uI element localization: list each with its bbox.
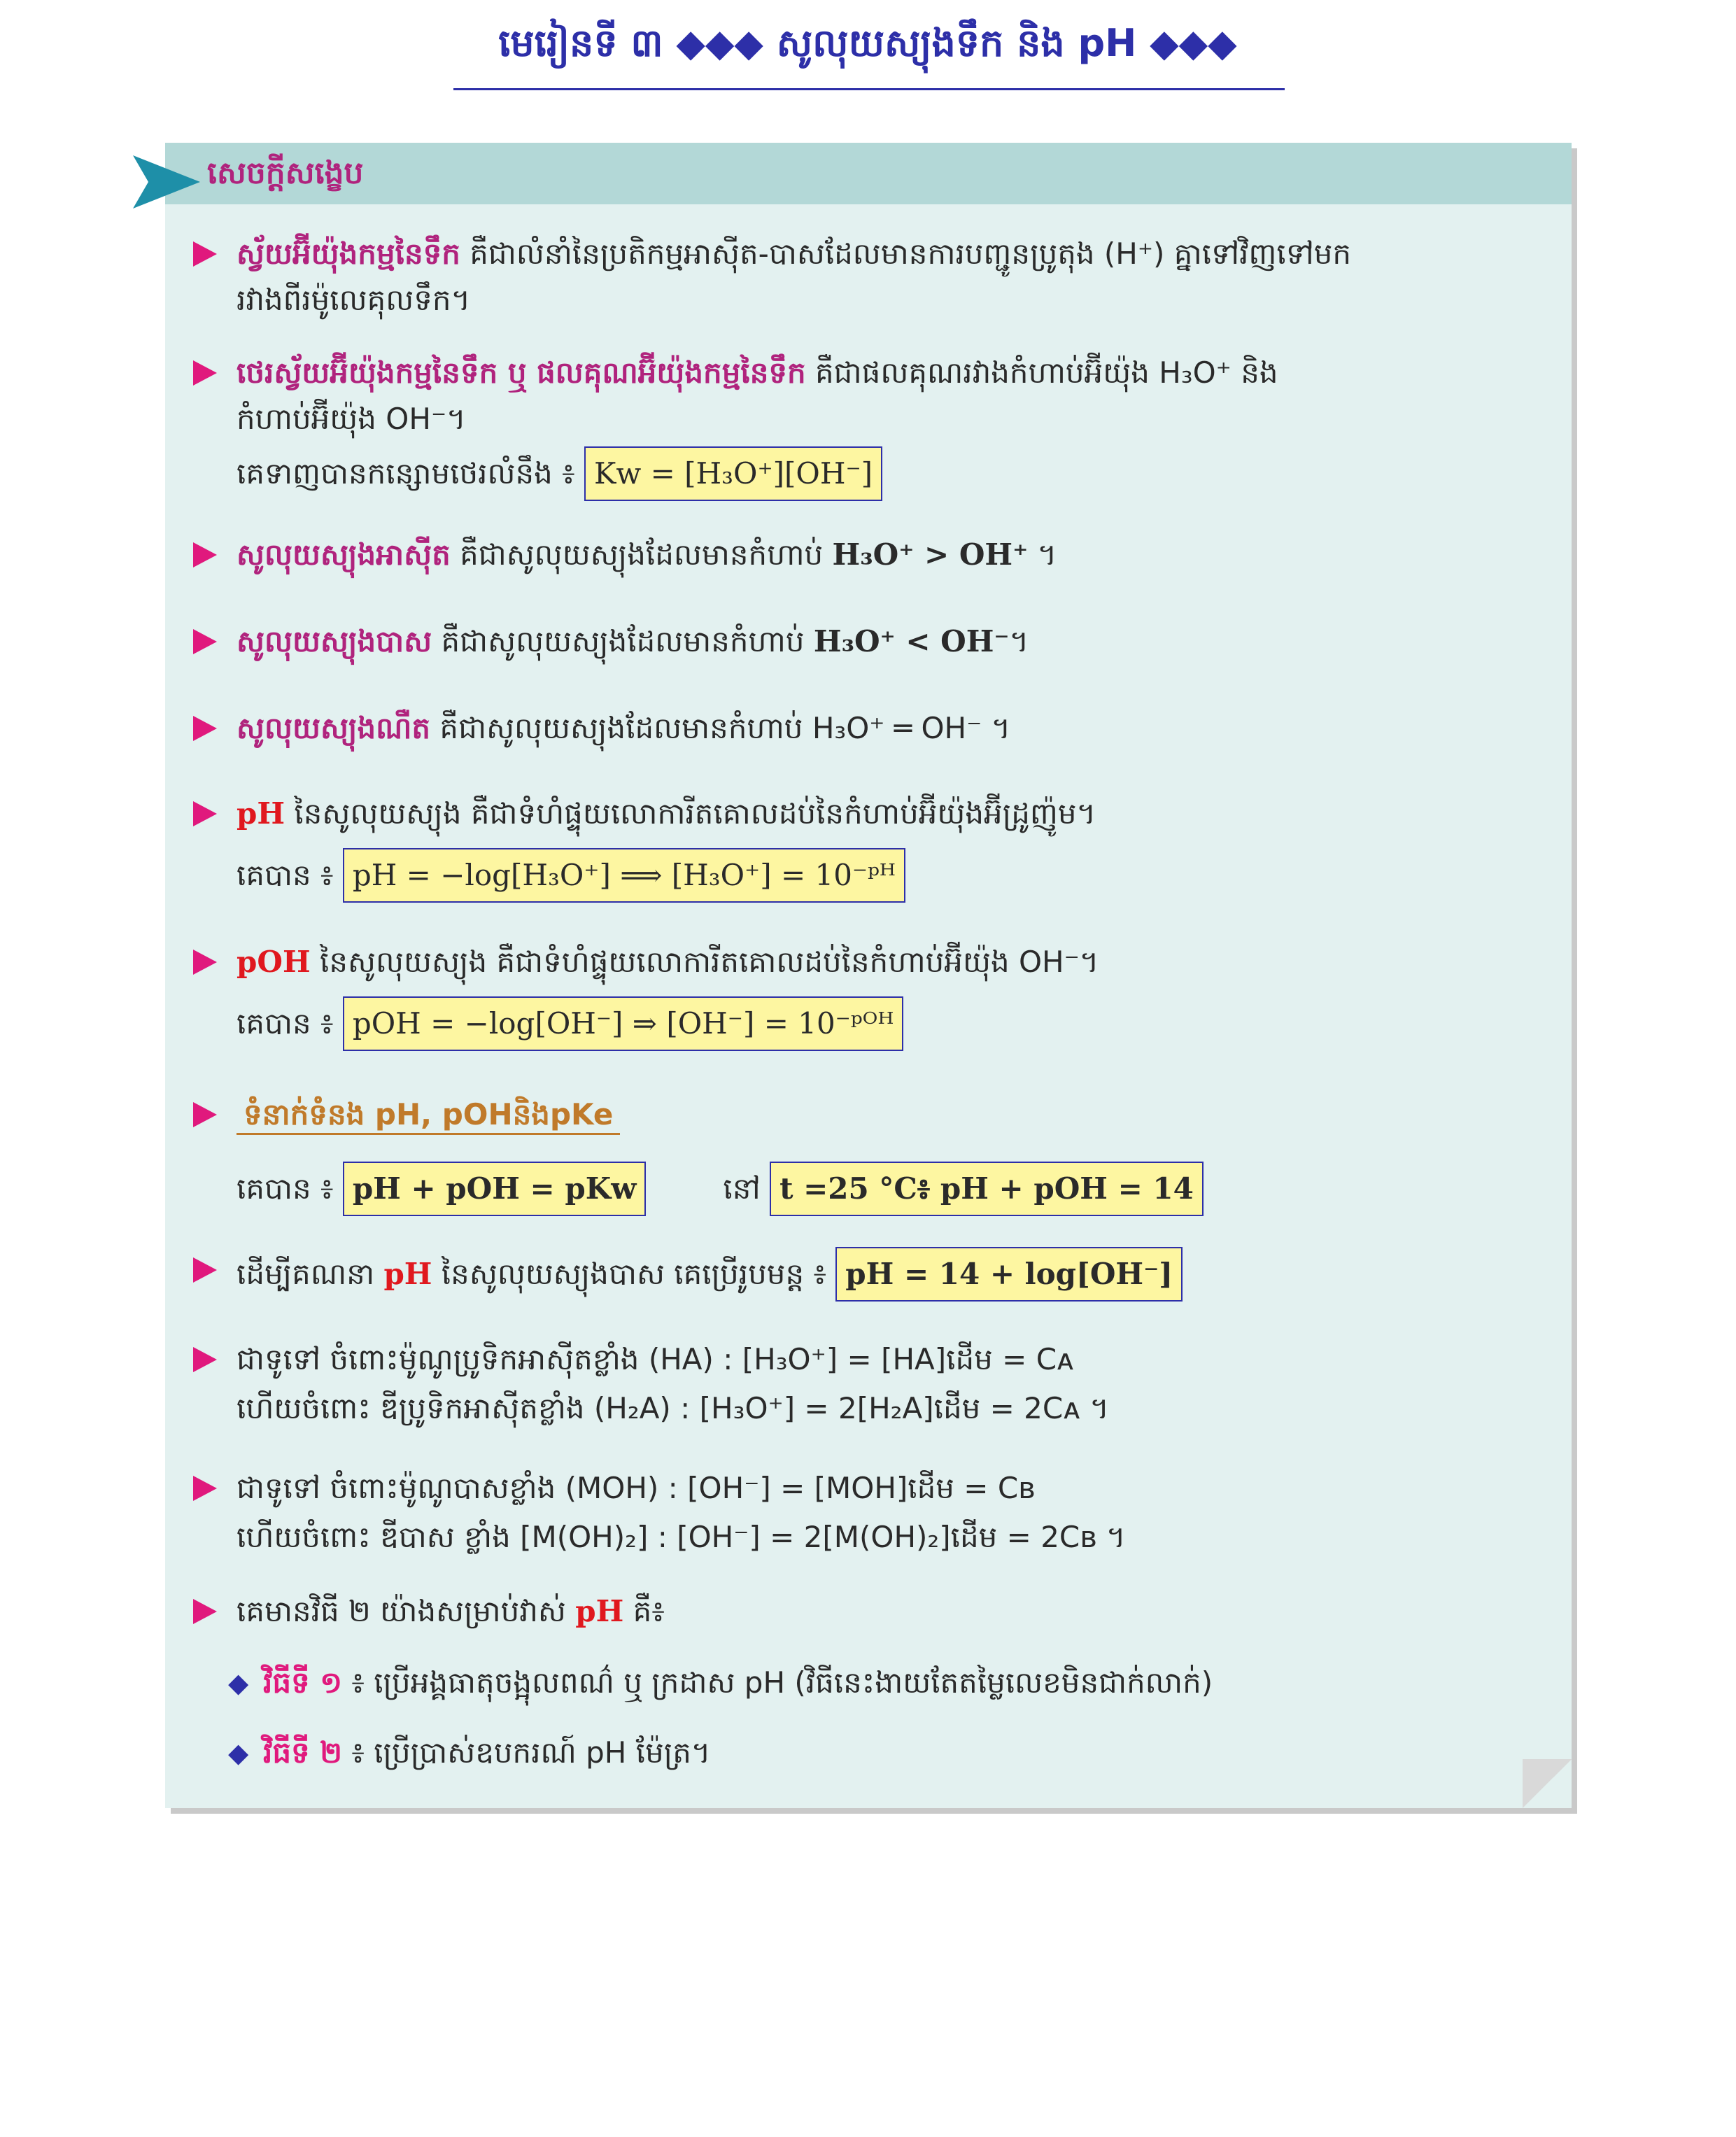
method-text: ៖ ប្រើប្រាស់ឧបករណ៍ pH ម៉ែត្រ។ [342,1735,711,1770]
list-item [193,532,1544,581]
triangle-bullet-icon [193,950,217,975]
item-lead: គេបាន ៖ [237,1006,343,1041]
triangle-bullet-icon [193,542,217,567]
item-ph: pH [383,1257,432,1291]
triangle-bullet-icon [193,1347,217,1372]
list-item [193,1336,1544,1434]
triangle-bullet-icon [193,1599,217,1624]
summary-card-header [165,143,1572,204]
formula-box: pH = −log[H₃O⁺] ⟹ [H₃O⁺] = 10⁻ᵖᴴ [343,848,905,903]
formula-box: Kw = [H₃O⁺][OH⁻] [584,446,882,501]
item-lead: គេបាន ៖ [237,1171,343,1206]
triangle-bullet-icon [193,1257,217,1283]
item-term: pOH [237,945,311,979]
method-label: វិធីទី ១ [263,1665,343,1700]
item-term: សូលុយស្យុងណឺត [237,711,431,745]
list-item [193,1247,1544,1303]
list-item [193,791,1544,903]
triangle-bullet-icon [193,360,217,386]
item-text: គឺ៖ [623,1594,665,1628]
diamond-bullet-icon: ◆ [228,1667,249,1698]
item-mid: នៅ [723,1171,770,1206]
list-item [193,1588,1544,1637]
item-text: គឺជាសូលុយស្យុងដែលមានកំហាប់ [450,537,833,572]
method-item [193,1730,1544,1779]
method-text: ៖ ប្រើអង្គធាតុចង្អុលពណ៌ ឬ ក្រដាស pH (វិធីនេះងាយតែតម្លៃលេខមិនជាក់លាក់) [342,1665,1213,1700]
item-text: នៃសូលុយស្យុងបាស គេប្រើរូបមន្ត ៖ [432,1257,836,1291]
list-item [193,1092,1544,1218]
item-text: ហើយចំពោះ ឌីប្រូទិកអាស៊ីតខ្លាំង (H₂A) : [H₃O⁺] = 2[H₂A]ដើម = 2Cᴀ ។ [237,1391,1110,1425]
relation-heading: ទំនាក់ទំនង pH, pOHនិងpKe [237,1097,620,1135]
item-text: នៃសូលុយស្យុង គឺជាទំហំផ្ទុយលោការីតគោលដប់នៃកំហាប់អ៊ីយ៉ុង OH⁻។ [310,945,1099,979]
item-text: ជាទូទៅ ចំពោះម៉ូណូបាសខ្លាំង (MOH) : [OH⁻] = [MOH]ដើម = Cʙ [237,1471,1036,1505]
item-formula: H₃O⁺ > OH⁺ [832,537,1029,572]
formula-box: pH = 14 + log[OH⁻] [835,1247,1183,1302]
item-text: ដើម្បីគណនា [237,1257,384,1291]
item-text-end: ។ [1009,624,1029,658]
item-text: គឺជាសូលុយស្យុងដែលមានកំហាប់ [432,624,814,658]
item-term: ថេរស្វ័យអ៊ីយ៉ុងកម្មនៃទឹក ឬ ផលគុណអ៊ីយ៉ុងកម្មនៃទឹក [237,355,806,390]
item-term: សូលុយស្យុងបាស [237,624,432,658]
item-term: សូលុយស្យុងអាស៊ីត [237,537,451,572]
page-title: មេរៀនទី ៣ ◆◆◆ សូលុយស្យុងទឹក និង pH ◆◆◆ [498,21,1237,65]
item-ph: pH [575,1594,624,1628]
formula-box: pOH = −log[OH⁻] ⇒ [OH⁻] = 10⁻ᵖᴼᴴ [343,996,904,1051]
method-label: វិធីទី ២ [263,1735,343,1770]
list-item [193,350,1544,504]
list-item [193,1465,1544,1563]
item-text: នៃសូលុយស្យុង គឺជាទំហំផ្ទុយលោការីតគោលដប់នៃកំហាប់អ៊ីយ៉ុងអ៊ីដ្រូញ៉ូម។ [285,796,1096,831]
item-term: pH [237,796,285,831]
title-underline [453,88,1285,90]
list-item [193,705,1544,754]
item-text: កំហាប់អ៊ីយ៉ុង OH⁻។ [237,402,466,436]
item-text: ជាទូទៅ ចំពោះម៉ូណូប្រូទិកអាស៊ីតខ្លាំង (HA) : [H₃O⁺] = [HA]ដើម = Cᴀ [237,1342,1074,1376]
triangle-bullet-icon [193,1476,217,1501]
formula-box: pH + pOH = pKw [343,1162,647,1216]
item-text: គឺជាផលគុណរវាងកំហាប់អ៊ីយ៉ុង H₃O⁺ និង [805,355,1278,390]
list-item [193,231,1544,329]
diamond-bullet-icon: ◆ [228,1737,249,1768]
item-term: ស្វ័យអ៊ីយ៉ុងកម្មនៃទឹក [237,237,460,271]
item-lead: គេបាន ៖ [237,858,343,892]
item-text: គឺជាលំនាំនៃប្រតិកម្មអាស៊ីត-បាសដែលមានការបញ្ជូនប្រូតុង (H⁺) គ្នាទៅវិញទៅមក [460,237,1352,271]
header-arrow-icon [133,155,200,209]
item-text: រវាងពីរម៉ូលេគុលទឹក។ [237,283,471,317]
item-text: គឺជាសូលុយស្យុងដែលមានកំហាប់ H₃O⁺ ═ OH⁻ ។ [430,711,1011,745]
item-text-end: ។ [1028,537,1057,572]
summary-heading: សេចក្តីសង្ខេប [207,155,364,191]
triangle-bullet-icon [193,629,217,654]
triangle-bullet-icon [193,716,217,741]
item-text: គេមានវិធី ២ យ៉ាងសម្រាប់វាស់ [237,1594,576,1628]
item-text: ហើយចំពោះ ឌីបាស ខ្លាំង [M(OH)₂] : [OH⁻] = 2[M(OH)₂]ដើម = 2Cʙ ។ [237,1520,1126,1554]
list-item [193,939,1544,1051]
formula-box-2: t =25 °C៖ pH + pOH = 14 [770,1162,1204,1216]
triangle-bullet-icon [193,801,217,826]
triangle-bullet-icon [193,1102,217,1127]
method-item [193,1660,1544,1709]
item-formula: H₃O⁺ < OH⁻ [813,624,1010,658]
item-text: គេទាញបានកន្សោមថេរលំនឹង ៖ [237,456,584,491]
triangle-bullet-icon [193,241,217,267]
list-item [193,619,1544,668]
